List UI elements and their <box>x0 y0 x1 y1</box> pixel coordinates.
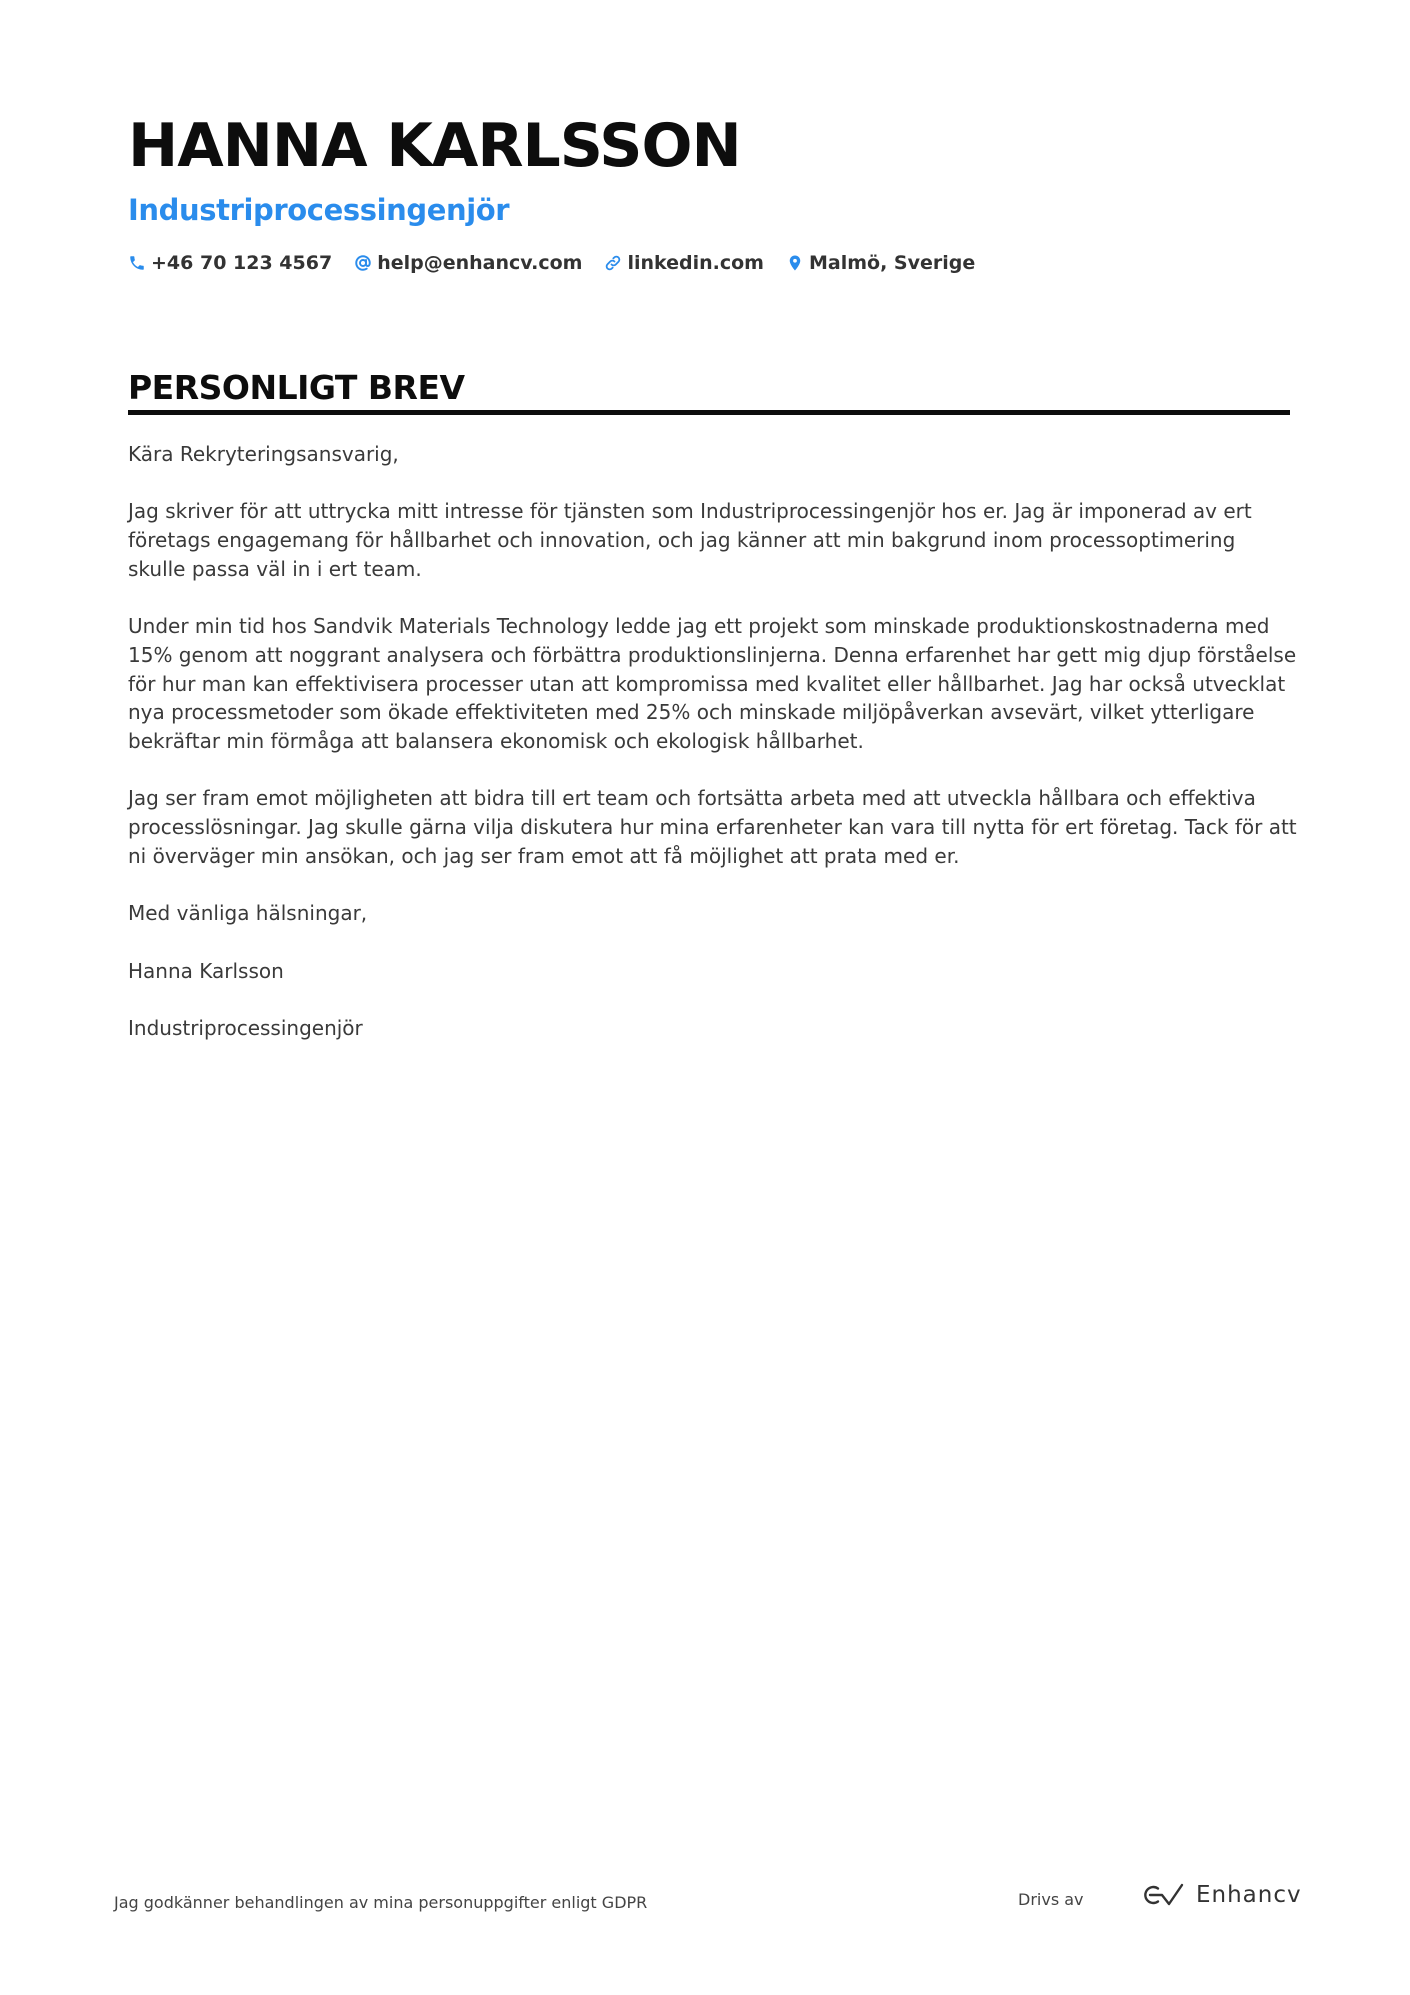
signature-title: Industriprocessingenjör <box>128 1015 363 1040</box>
location-pin-icon <box>786 254 804 272</box>
signature-name: Hanna Karlsson <box>128 958 284 983</box>
contact-email-text: help@enhancv.com <box>377 252 583 274</box>
contact-linkedin[interactable] <box>604 252 764 274</box>
phone-icon <box>128 254 146 272</box>
contact-phone-text: +46 70 123 4567 <box>151 252 333 274</box>
letter-paragraph-3: Jag ser fram emot möjligheten att bidra till ert team och fortsätta arbeta med att utveckla hållbara och effektiva processlösningar. Jag skulle gärna vilja diskutera hur mina erfarenheter kan vara till nytta för ert företag. Tack för att ni överväger min ansökan, och jag ser fram emot att få möjlighet att prata med er. <box>128 786 1297 868</box>
letter-closing: Med vänliga hälsningar, <box>128 901 368 926</box>
at-icon <box>354 254 372 272</box>
link-icon <box>604 254 622 272</box>
powered-by-label: Drivs av <box>1018 1890 1084 1909</box>
letter-paragraph-1: Jag skriver för att uttrycka mitt intresse för tjänsten som Industriprocessingenjör hos er. Jag är imponerad av ert företags engagemang för hållbarhet och innovation, och jag känner att min bakgrund inom processoptimering skulle passa väl in i ert team. <box>128 499 1252 581</box>
contact-bar <box>128 252 975 274</box>
section-divider <box>128 410 1290 415</box>
brand-name: Enhancv <box>1196 1882 1302 1908</box>
contact-location <box>786 252 975 274</box>
letter-body <box>128 440 1298 1071</box>
gdpr-note: Jag godkänner behandlingen av mina personuppgifter enligt GDPR <box>114 1893 648 1912</box>
contact-linkedin-text: linkedin.com <box>627 252 764 274</box>
contact-phone <box>128 252 332 274</box>
applicant-role: Industriprocessingenjör <box>128 193 510 227</box>
enhancv-logo-icon <box>1138 1880 1186 1910</box>
section-title: PERSONLIGT BREV <box>128 368 465 407</box>
contact-email[interactable] <box>354 252 582 274</box>
brand-logo[interactable] <box>1138 1880 1302 1910</box>
applicant-name: HANNA KARLSSON <box>128 111 741 181</box>
contact-location-text: Malmö, Sverige <box>808 252 976 274</box>
letter-paragraph-2: Under min tid hos Sandvik Materials Technology ledde jag ett projekt som minskade produktionskostnaderna med 15% genom att noggrant analysera och förbättra produktionslinjerna. Denna erfarenhet har gett mig djup förståelse för hur man kan effektivisera processer utan att kompromissa med kvalitet eller hållbarhet. Jag har också utvecklat nya processmetoder som ökade effektiviteten med 25% och minskade miljöpåverkan avsevärt, vilket ytterligare bekräftar min förmåga att balansera ekonomisk och ekologisk hållbarhet. <box>128 614 1297 753</box>
letter-greeting: Kära Rekryteringsansvarig, <box>128 442 399 466</box>
